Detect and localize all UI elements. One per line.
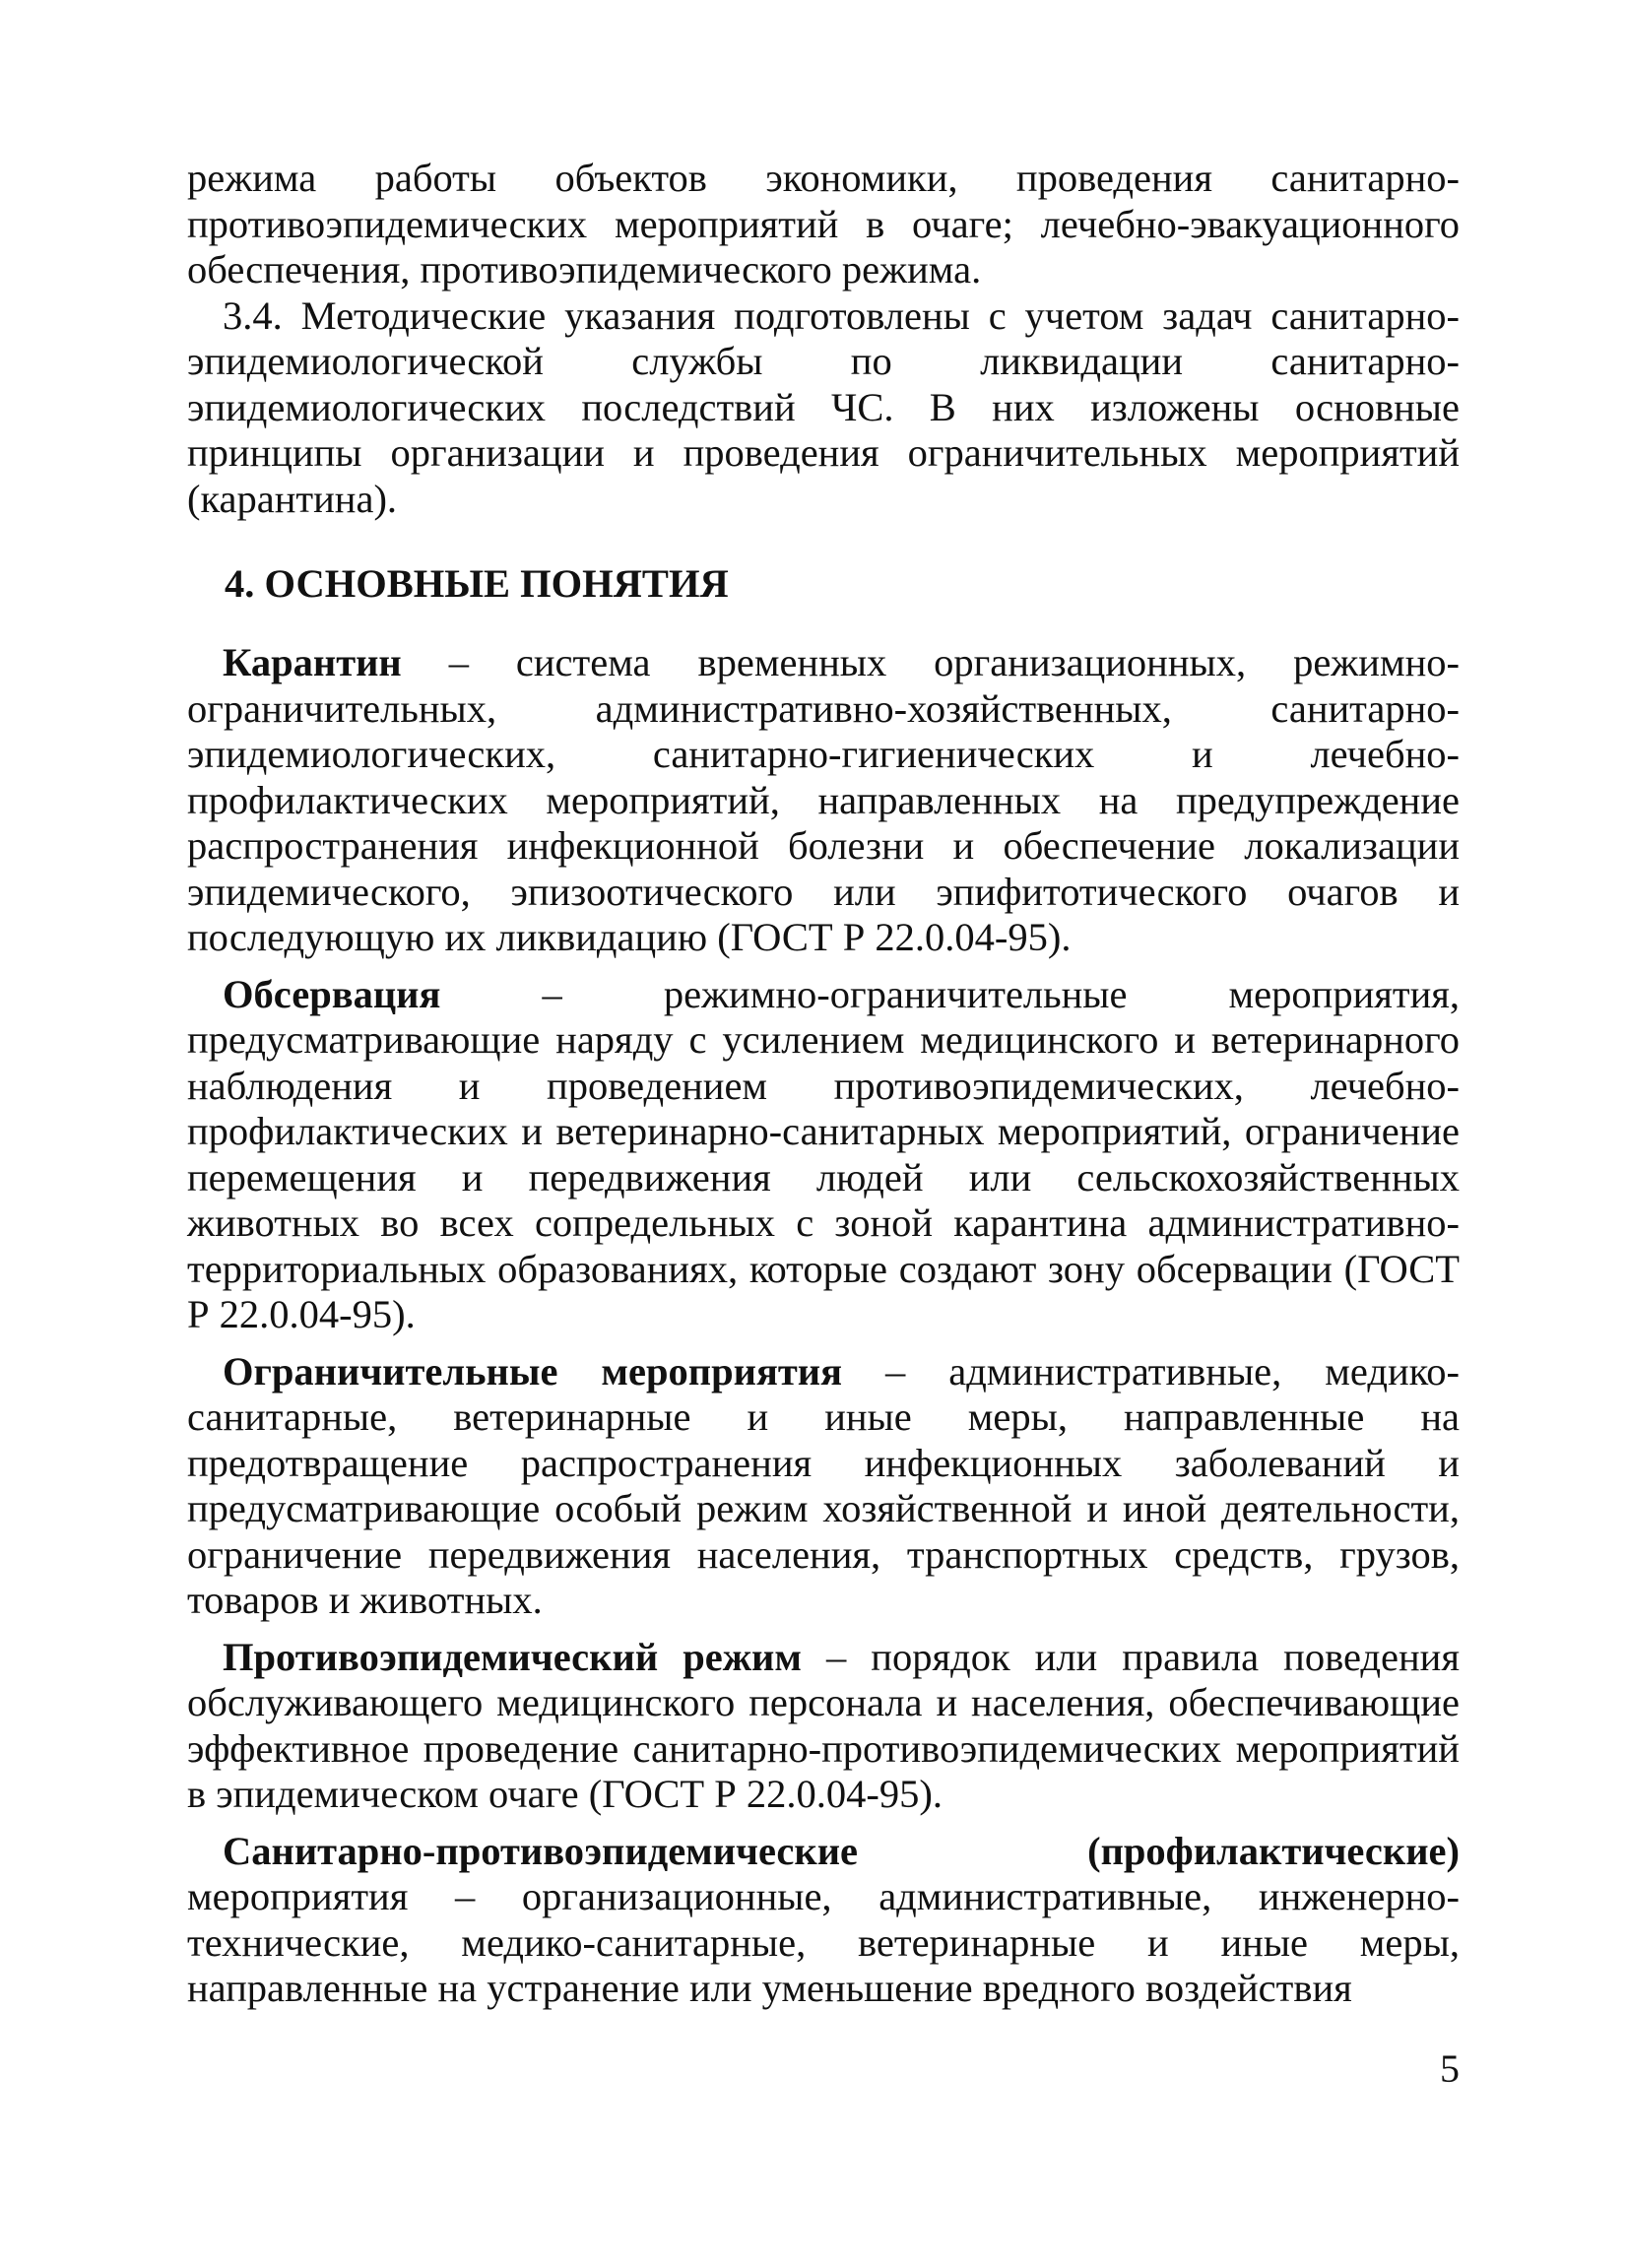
definition-text: – административные, медико-санитарные, ветеринарные и иные меры, направленные на предотвращение распространения инфекционных заболеваний и предусматривающие особый режим хозяйственной и иной деятельности, ограничение передвижения населения, транспортных средств, грузов, товаров и животных. <box>187 1348 1460 1622</box>
intro-item-paragraph <box>187 293 1460 523</box>
definition-text: – порядок или правила поведения обслуживающего медицинского персонала и населения, обеспечивающие эффективное проведение санитарно-противоэпидемических мероприятий в эпидемическом очаге (ГОСТ Р 22.0.04-95). <box>187 1634 1460 1816</box>
item-number: 3.4. <box>223 292 283 338</box>
intro-continuation-paragraph: режима работы объектов экономики, проведения санитарно-противоэпидемических мероприятий в очаге; лечебно-эвакуационного обеспечения, противоэпидемического режима. <box>187 156 1460 292</box>
page-number: 5 <box>1440 2046 1460 2091</box>
definition-term: Ограничительные мероприятия <box>223 1348 843 1393</box>
definition-text: мероприятия – организационные, административные, инженерно-технические, медико-санитарные, ветеринарные и иные меры, направленные на устранение или уменьшение вредного воздействия <box>187 1874 1460 2010</box>
definitions-list <box>187 640 1460 2023</box>
definition-term: Карантин <box>223 640 402 684</box>
definition-paragraph <box>187 1829 1460 2012</box>
item-text: Методические указания подготовлены с учетом задач санитарно-эпидемиологической службы по ликвидации санитарно-эпидемиологических последствий ЧС. В них изложены основные принципы организации и проведения ограничительных мероприятий (карантина). <box>187 292 1461 521</box>
definition-term: Противоэпидемический режим <box>223 1634 802 1679</box>
definition-paragraph <box>187 1349 1460 1624</box>
definition-term: Обсервация <box>223 971 441 1016</box>
definition-text: – режимно-ограничительные мероприятия, предусматривающие наряду с усилением медицинского и ветеринарного наблюдения и проведением противоэпидемических, лечебно-профилактических и ветеринарно-санитарных мероприятий, ограничение перемещения и передвижения людей или сельскохозяйственных животных во всех сопредельных с зоной карантина административно-территориальных образованиях, которые создают зону обсервации (ГОСТ Р 22.0.04-95). <box>187 971 1460 1336</box>
section-heading: 4. ОСНОВНЫЕ ПОНЯТИЯ <box>225 561 729 606</box>
definition-text: – система временных организационных, режимно-ограничительных, административно-хозяйственных, санитарно-эпидемиологических, санитарно-гигиенических и лечебно-профилактических мероприятий, направленных на предупреждение распространения инфекционной болезни и обеспечение локализации эпидемического, эпизоотического или эпифитотического очагов и последующую их ликвидацию (ГОСТ Р 22.0.04-95). <box>187 640 1460 959</box>
intro-text <box>187 156 1460 522</box>
definition-term: Санитарно-противоэпидемические (профилактические) <box>223 1828 1460 1873</box>
definition-paragraph <box>187 640 1460 961</box>
definition-paragraph <box>187 972 1460 1338</box>
definition-paragraph <box>187 1635 1460 1818</box>
